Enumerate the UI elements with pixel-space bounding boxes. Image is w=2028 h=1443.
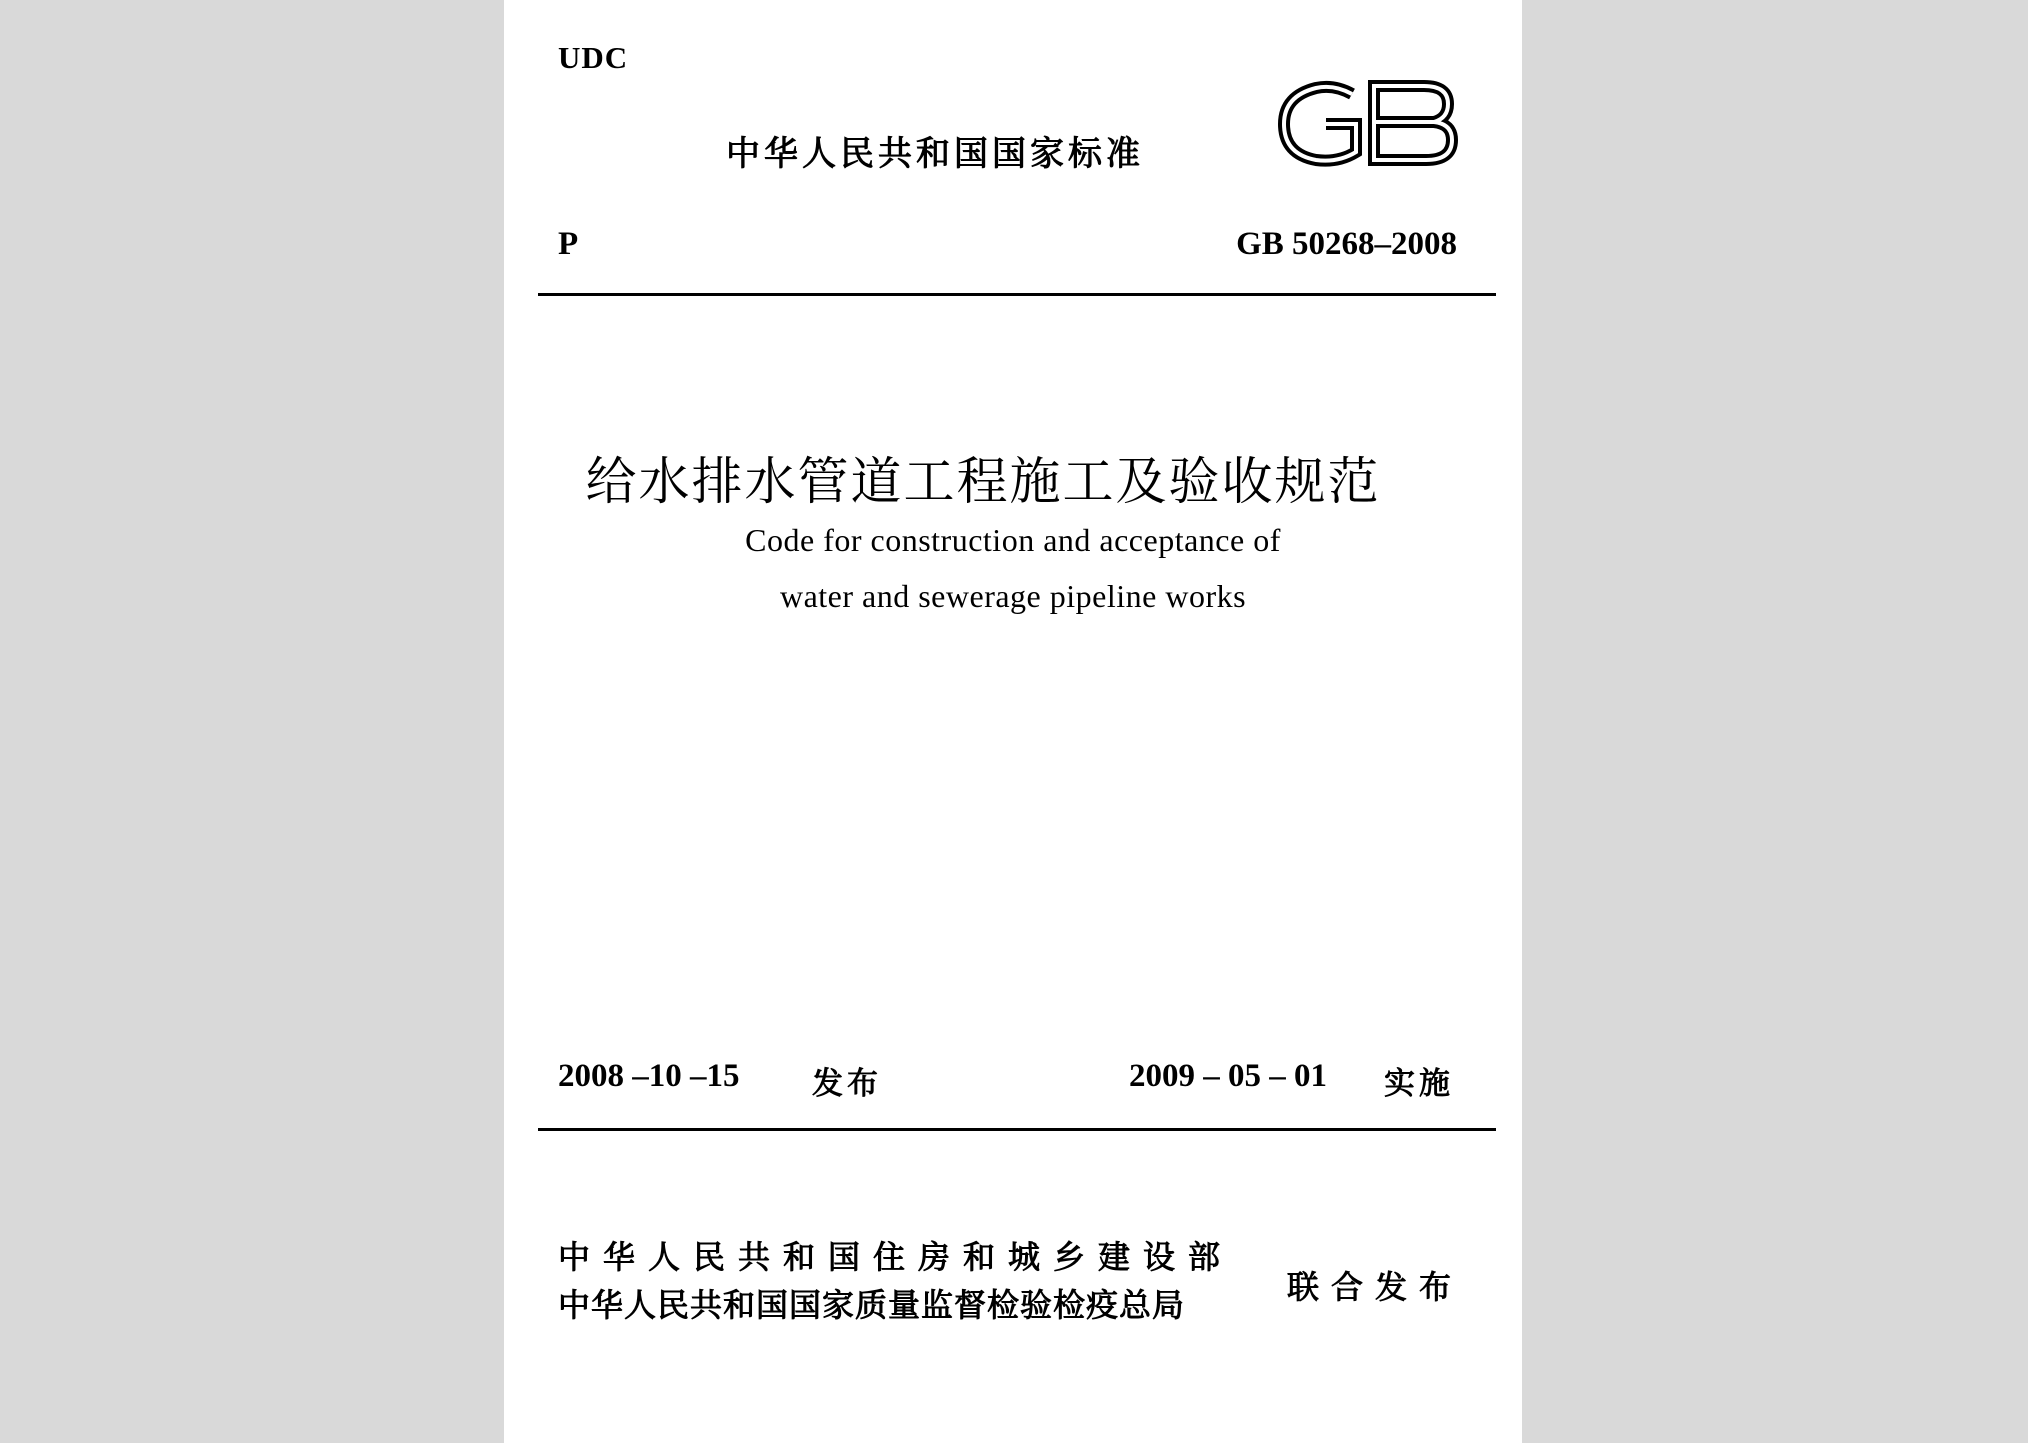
gb-logo-icon: [1274, 78, 1464, 168]
bottom-divider: [538, 1128, 1496, 1131]
jointly-issued-label: 联合发布: [1287, 1268, 1464, 1306]
standard-number: GB 50268–2008: [1236, 226, 1457, 262]
title-english-line-2: water and sewerage pipeline works: [779, 578, 1247, 614]
title-chinese: 给水排水管道工程施工及验收规范: [585, 453, 1381, 512]
issue-label: 发布: [812, 1066, 882, 1102]
implementation-date: 2009 – 05 – 01: [1129, 1058, 1327, 1094]
top-divider: [538, 293, 1496, 296]
title-english-line-1: Code for construction and acceptance of: [745, 522, 1281, 558]
issuer-ministry: 中华人民共和国住房和城乡建设部: [558, 1238, 1234, 1276]
implementation-label: 实施: [1384, 1066, 1454, 1102]
standard-cover-page: [504, 0, 1522, 1443]
issuer-aqsiq: 中华人民共和国国家质量监督检验检疫总局: [558, 1286, 1186, 1324]
national-standard-heading: 中华人民共和国国家标准: [726, 134, 1144, 174]
issue-date: 2008 –10 –15: [558, 1058, 740, 1094]
classification-code: P: [558, 226, 579, 262]
udc-label: UDC: [558, 40, 629, 75]
